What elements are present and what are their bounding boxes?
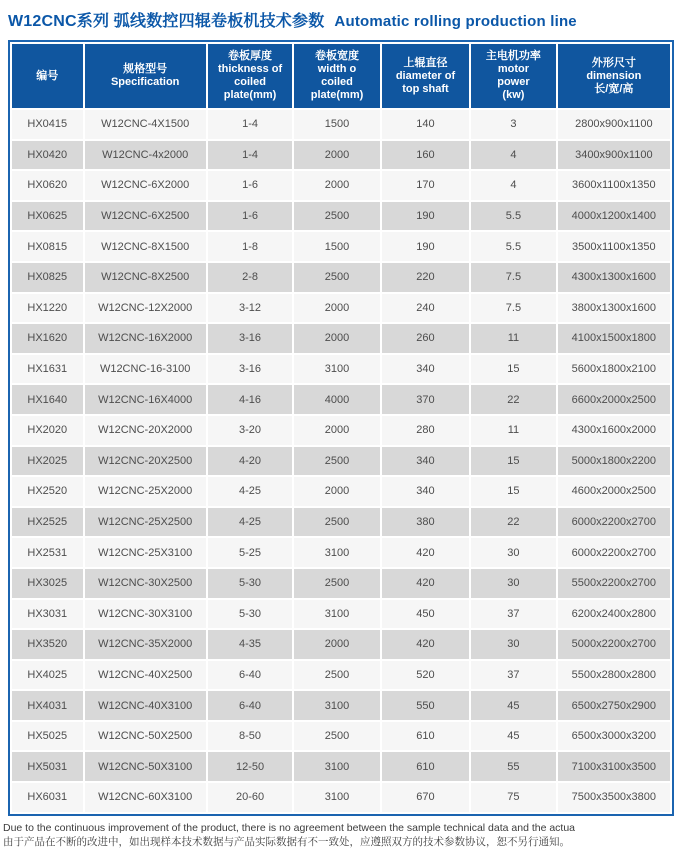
table-cell: 160 (382, 141, 469, 170)
table-cell: 20-60 (208, 783, 292, 812)
table-cell: 6500x3000x3200 (558, 722, 670, 751)
table-cell: 3100 (294, 538, 379, 567)
table-cell: W12CNC-8X1500 (85, 232, 206, 261)
column-header (208, 44, 292, 108)
column-header (558, 44, 670, 108)
table-cell: 22 (471, 508, 555, 537)
table-row (12, 263, 670, 292)
table-cell: HX4025 (12, 661, 83, 690)
table-cell: 3100 (294, 600, 379, 629)
column-header (294, 44, 379, 108)
table-cell: 45 (471, 722, 555, 751)
column-header-line: top shaft (402, 82, 449, 95)
table-cell: 5.5 (471, 202, 555, 231)
table-cell: 280 (382, 416, 469, 445)
table-cell: 4-25 (208, 508, 292, 537)
column-header-line: 上辊直径 (403, 56, 448, 69)
column-header-line: motor (497, 63, 529, 75)
table-cell: W12CNC-40X3100 (85, 691, 206, 720)
table-cell: HX3520 (12, 630, 83, 659)
table-cell: 5500x2800x2800 (558, 661, 670, 690)
table-cell: HX5031 (12, 752, 83, 781)
table-cell: 1-8 (208, 232, 292, 261)
table-cell: 3-16 (208, 355, 292, 384)
table-cell: 6600x2000x2500 (558, 385, 670, 414)
table-cell: 22 (471, 385, 555, 414)
table-cell: 4300x1300x1600 (558, 263, 670, 292)
table-row (12, 783, 670, 812)
table-row (12, 355, 670, 384)
table-cell: 1500 (294, 232, 379, 261)
table-cell: 260 (382, 324, 469, 353)
table-cell: 6200x2400x2800 (558, 600, 670, 629)
table-row (12, 538, 670, 567)
column-header-line: width o (317, 63, 357, 75)
column-header-line: Specification (110, 76, 180, 88)
table-cell: 6-40 (208, 661, 292, 690)
table-cell: 190 (382, 232, 469, 261)
table-row (12, 630, 670, 659)
table-cell: 7500x3500x3800 (558, 783, 670, 812)
table-cell: 7.5 (471, 294, 555, 323)
table-cell: HX1631 (12, 355, 83, 384)
column-header-line: plate(mm) (223, 89, 277, 101)
column-header-line: 卷板厚度 (228, 50, 273, 62)
table-cell: 1-6 (208, 171, 292, 200)
spec-table-container (8, 40, 674, 816)
table-cell: HX1640 (12, 385, 83, 414)
table-cell: 2500 (294, 569, 379, 598)
table-cell: 5-30 (208, 600, 292, 629)
table-cell: 2500 (294, 722, 379, 751)
table-cell: 4000x1200x1400 (558, 202, 670, 231)
table-cell: W12CNC-4x2000 (85, 141, 206, 170)
table-row (12, 294, 670, 323)
table-cell: 670 (382, 783, 469, 812)
table-cell: W12CNC-25X3100 (85, 538, 206, 567)
table-cell: 6-40 (208, 691, 292, 720)
table-cell: W12CNC-16X2000 (85, 324, 206, 353)
table-cell: W12CNC-50X2500 (85, 722, 206, 751)
table-row (12, 508, 670, 537)
table-cell: 6000x2200x2700 (558, 538, 670, 567)
table-cell: W12CNC-16X4000 (85, 385, 206, 414)
column-header-line: dimension (586, 69, 642, 82)
table-cell: W12CNC-50X3100 (85, 752, 206, 781)
table-cell: 420 (382, 630, 469, 659)
table-row (12, 661, 670, 690)
column-header (85, 44, 206, 108)
table-cell: W12CNC-20X2500 (85, 447, 206, 476)
column-header (471, 44, 555, 108)
table-cell: W12CNC-6X2500 (85, 202, 206, 231)
table-cell: 4300x1600x2000 (558, 416, 670, 445)
table-cell: 550 (382, 691, 469, 720)
table-cell: 2000 (294, 416, 379, 445)
table-cell: W12CNC-30X2500 (85, 569, 206, 598)
table-cell: W12CNC-25X2000 (85, 477, 206, 506)
column-header-line: plate(mm) (310, 89, 364, 101)
table-cell: 2500 (294, 263, 379, 292)
table-cell: 15 (471, 477, 555, 506)
table-row (12, 569, 670, 598)
table-cell: 2000 (294, 141, 379, 170)
table-cell: 7100x3100x3500 (558, 752, 670, 781)
table-cell: 3-20 (208, 416, 292, 445)
table-cell: 2000 (294, 324, 379, 353)
table-cell: 4-35 (208, 630, 292, 659)
table-cell: HX2531 (12, 538, 83, 567)
footer-note (3, 821, 674, 849)
table-cell: 4100x1500x1800 (558, 324, 670, 353)
table-cell: HX0815 (12, 232, 83, 261)
table-cell: 4600x2000x2500 (558, 477, 670, 506)
spec-table (10, 42, 672, 814)
table-cell: 7.5 (471, 263, 555, 292)
table-row (12, 447, 670, 476)
table-cell: W12CNC-40X2500 (85, 661, 206, 690)
table-cell: 75 (471, 783, 555, 812)
table-cell: HX2025 (12, 447, 83, 476)
column-header-line: 卷板宽度 (315, 50, 359, 62)
table-cell: 3-16 (208, 324, 292, 353)
table-cell: 420 (382, 538, 469, 567)
table-cell: 6500x2750x2900 (558, 691, 670, 720)
table-cell: 12-50 (208, 752, 292, 781)
table-cell: 11 (471, 324, 555, 353)
table-cell: 15 (471, 447, 555, 476)
header-row (12, 44, 670, 108)
table-cell: W12CNC-25X2500 (85, 508, 206, 537)
column-header-line: 编号 (36, 69, 59, 82)
table-cell: 240 (382, 294, 469, 323)
table-cell: 420 (382, 569, 469, 598)
table-cell: 2500 (294, 508, 379, 537)
table-cell: 340 (382, 477, 469, 506)
footer-note-english: Due to the continuous improvement of the product, there is no agreement between the sample technical data and the actua (3, 821, 576, 834)
table-cell: 3 (471, 110, 555, 139)
table-cell: 4-16 (208, 385, 292, 414)
table-cell: 340 (382, 355, 469, 384)
table-cell: HX6031 (12, 783, 83, 812)
table-cell: W12CNC-16-3100 (85, 355, 206, 384)
table-row (12, 324, 670, 353)
table-cell: 5600x1800x2100 (558, 355, 670, 384)
table-cell: 370 (382, 385, 469, 414)
table-cell: 4 (471, 141, 555, 170)
table-cell: 1-6 (208, 202, 292, 231)
table-row (12, 416, 670, 445)
table-cell: 11 (471, 416, 555, 445)
table-cell: W12CNC-35X2000 (85, 630, 206, 659)
table-cell: HX2520 (12, 477, 83, 506)
table-cell: 55 (471, 752, 555, 781)
column-header-line: (kw) (502, 89, 525, 101)
table-cell: 30 (471, 569, 555, 598)
table-cell: HX0620 (12, 171, 83, 200)
table-cell: 5-30 (208, 569, 292, 598)
table-cell: 140 (382, 110, 469, 139)
table-row (12, 141, 670, 170)
table-cell: 610 (382, 722, 469, 751)
table-cell: 5-25 (208, 538, 292, 567)
table-cell: 30 (471, 538, 555, 567)
table-cell: HX3031 (12, 600, 83, 629)
table-row (12, 385, 670, 414)
table-row (12, 722, 670, 751)
page-title-chinese: W12CNC系列 弧线数控四辊卷板机技术参数 (8, 13, 325, 30)
table-cell: 4 (471, 171, 555, 200)
table-cell: W12CNC-30X3100 (85, 600, 206, 629)
table-cell: 220 (382, 263, 469, 292)
table-cell: 380 (382, 508, 469, 537)
table-cell: 3100 (294, 355, 379, 384)
table-cell: HX0420 (12, 141, 83, 170)
table-cell: HX2020 (12, 416, 83, 445)
column-header-line: 长/宽/高 (594, 82, 634, 95)
page-title-english: Automatic rolling production line (334, 13, 577, 30)
table-cell: HX0625 (12, 202, 83, 231)
table-cell: HX4031 (12, 691, 83, 720)
table-cell: W12CNC-4X1500 (85, 110, 206, 139)
column-header-line: coiled (234, 76, 266, 88)
table-row (12, 752, 670, 781)
table-cell: 5000x1800x2200 (558, 447, 670, 476)
column-header-line: power (497, 76, 530, 88)
table-cell: 3800x1300x1600 (558, 294, 670, 323)
table-cell: 170 (382, 171, 469, 200)
column-header-line: 规格型号 (123, 63, 168, 75)
table-cell: 6000x2200x2700 (558, 508, 670, 537)
column-header (382, 44, 469, 108)
table-cell: HX5025 (12, 722, 83, 751)
table-row (12, 110, 670, 139)
table-cell: 8-50 (208, 722, 292, 751)
column-header (12, 44, 83, 108)
table-cell: 3500x1100x1350 (558, 232, 670, 261)
table-cell: HX1220 (12, 294, 83, 323)
table-cell: 2000 (294, 294, 379, 323)
table-cell: 2500 (294, 447, 379, 476)
table-cell: 610 (382, 752, 469, 781)
table-cell: 2500 (294, 202, 379, 231)
table-cell: 37 (471, 600, 555, 629)
table-cell: 3100 (294, 691, 379, 720)
page-title (0, 0, 682, 40)
table-cell: 1500 (294, 110, 379, 139)
table-cell: 45 (471, 691, 555, 720)
table-cell: W12CNC-6X2000 (85, 171, 206, 200)
column-header-line: 外形尺寸 (591, 56, 636, 69)
table-row (12, 691, 670, 720)
column-header-line: thickness of (217, 63, 283, 75)
column-header-line: diameter of (395, 69, 456, 82)
table-row (12, 600, 670, 629)
table-cell: 37 (471, 661, 555, 690)
column-header-line: 主电机功率 (485, 50, 541, 62)
table-cell: 4000 (294, 385, 379, 414)
table-cell: W12CNC-8X2500 (85, 263, 206, 292)
table-cell: HX0825 (12, 263, 83, 292)
column-header-line: coiled (321, 76, 353, 88)
table-cell: 3-12 (208, 294, 292, 323)
table-cell: 2000 (294, 630, 379, 659)
table-cell: 340 (382, 447, 469, 476)
table-cell: W12CNC-20X2000 (85, 416, 206, 445)
table-cell: 2000 (294, 477, 379, 506)
table-cell: 3100 (294, 752, 379, 781)
table-cell: W12CNC-12X2000 (85, 294, 206, 323)
table-cell: 2-8 (208, 263, 292, 292)
table-row (12, 171, 670, 200)
table-cell: 2000 (294, 171, 379, 200)
table-cell: 5500x2200x2700 (558, 569, 670, 598)
table-cell: 450 (382, 600, 469, 629)
table-cell: 3600x1100x1350 (558, 171, 670, 200)
table-cell: HX3025 (12, 569, 83, 598)
table-cell: 1-4 (208, 141, 292, 170)
footer-note-chinese: 由于产品在不断的改进中，如出现样本技术数据与产品实际数据有不一致处，应遵照双方的技术参数协议，恕不另行通知。 (3, 835, 570, 848)
table-cell: W12CNC-60X3100 (85, 783, 206, 812)
table-cell: 2500 (294, 661, 379, 690)
table-cell: 5000x2200x2700 (558, 630, 670, 659)
table-cell: 1-4 (208, 110, 292, 139)
table-cell: HX2525 (12, 508, 83, 537)
table-cell: 190 (382, 202, 469, 231)
spec-table-body (12, 110, 670, 812)
table-cell: 4-20 (208, 447, 292, 476)
table-cell: 3400x900x1100 (558, 141, 670, 170)
table-row (12, 232, 670, 261)
table-cell: HX0415 (12, 110, 83, 139)
table-cell: HX1620 (12, 324, 83, 353)
table-cell: 15 (471, 355, 555, 384)
table-cell: 4-25 (208, 477, 292, 506)
table-cell: 30 (471, 630, 555, 659)
table-cell: 3100 (294, 783, 379, 812)
table-cell: 5.5 (471, 232, 555, 261)
spec-table-header (12, 44, 670, 108)
table-row (12, 477, 670, 506)
table-cell: 2800x900x1100 (558, 110, 670, 139)
table-cell: 520 (382, 661, 469, 690)
table-row (12, 202, 670, 231)
